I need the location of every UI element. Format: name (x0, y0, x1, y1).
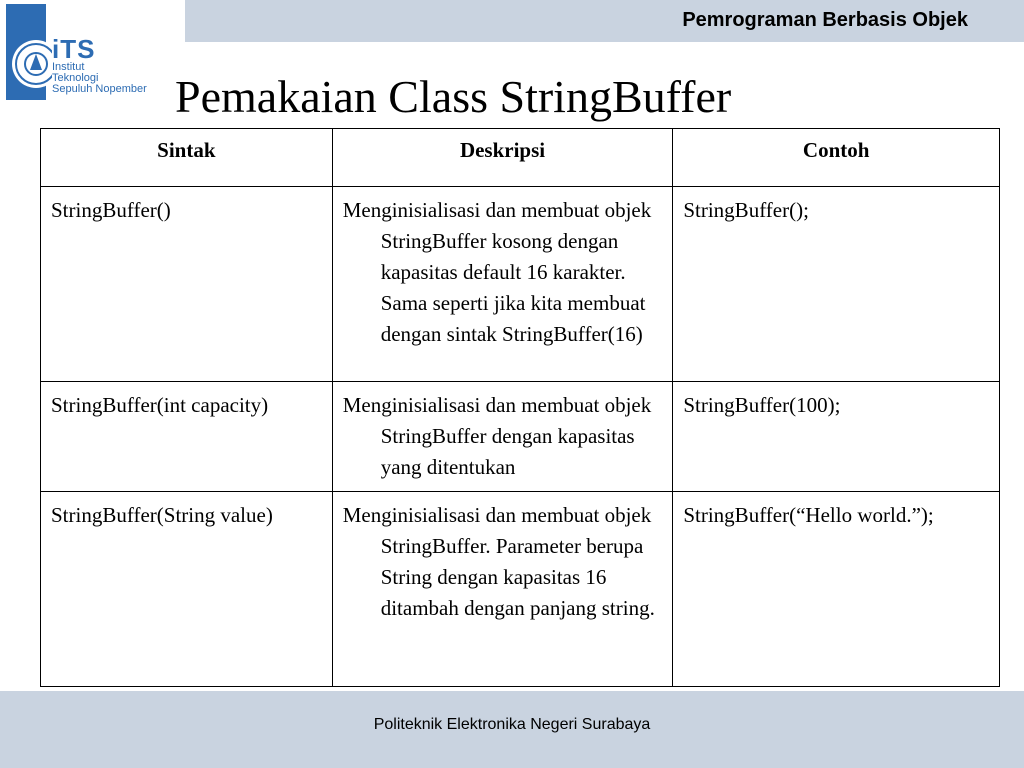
example-cell: StringBuffer(100); (673, 382, 1000, 492)
footer-bar (0, 691, 1024, 768)
description-cell (332, 492, 673, 687)
example-cell: StringBuffer(“Hello world.”); (673, 492, 1000, 687)
header-contoh: Contoh (673, 129, 1000, 187)
course-title: Pemrograman Berbasis Objek (682, 9, 968, 31)
logo-abbr: iTS (52, 34, 96, 64)
logo-line-2: Teknologi (52, 72, 99, 84)
syntax-cell: StringBuffer() (41, 187, 333, 382)
description-text: Menginisialisasi dan membuat objek StringBuffer dengan kapasitas yang ditentukan (342, 393, 652, 479)
description-text: Menginisialisasi dan membuat objek StringBuffer. Parameter berupa String dengan kapasitas 16 ditambah dengan panjang string. (342, 503, 655, 620)
its-logo (6, 4, 186, 104)
description-cell (332, 382, 673, 492)
syntax-cell: StringBuffer(String value) (41, 492, 333, 687)
syntax-table (40, 128, 1000, 687)
table-row (41, 382, 1000, 492)
logo-line-1: Institut (52, 61, 85, 73)
logo-line-3: Sepuluh Nopember (52, 83, 147, 95)
syntax-cell: StringBuffer(int capacity) (41, 382, 333, 492)
description-cell (332, 187, 673, 382)
logo-text (52, 36, 147, 95)
example-cell: StringBuffer(); (673, 187, 1000, 382)
page-title: Pemakaian Class StringBuffer (175, 71, 732, 122)
its-emblem-icon (6, 4, 52, 100)
header-sintak: Sintak (41, 129, 333, 187)
top-bar (185, 0, 1024, 42)
footer-text: Politeknik Elektronika Negeri Surabaya (373, 716, 651, 733)
table-row (41, 187, 1000, 382)
table-header-row (41, 129, 1000, 187)
header-deskripsi: Deskripsi (332, 129, 673, 187)
table-row (41, 492, 1000, 687)
description-text: Menginisialisasi dan membuat objek StringBuffer kosong dengan kapasitas default 16 karakter. Sama seperti jika kita membuat dengan sintak StringBuffer(16) (342, 198, 652, 346)
